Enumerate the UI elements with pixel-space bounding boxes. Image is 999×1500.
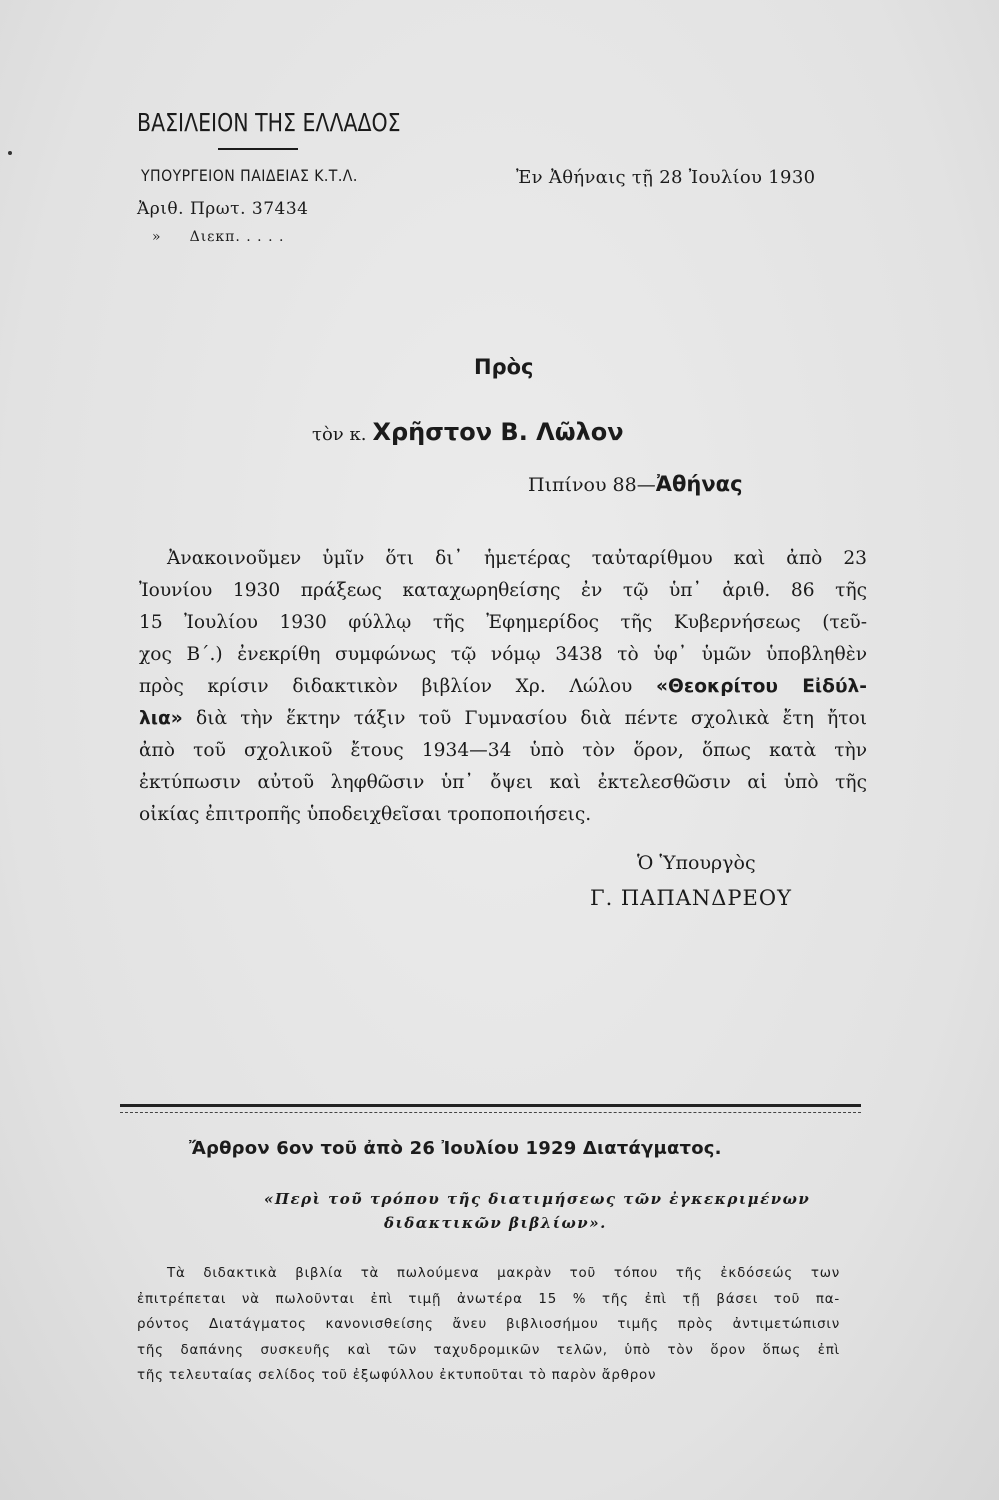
recipient-line <box>312 418 624 446</box>
recipient-name: Χρῆστον Β. Λῶλον <box>372 418 624 446</box>
article-line: ἐπιτρέπεται νὰ πωλοῦνται ἐπὶ τιμῇ ἀνωτέρα 15 % τῆς ἐπὶ τῇ βάσει τοῦ πα- <box>137 1291 840 1307</box>
body-line: Ἀνακοινοῦμεν ὑμῖν ὅτι δι᾽ ἡμετέρας ταὐταρίθμου καὶ ἀπὸ 23 <box>167 548 867 569</box>
body-text-segment: διὰ τὴν ἕκτην τάξιν τοῦ Γυμνασίου διὰ πέντε σχολικὰ ἔτη ἤτοι <box>196 708 867 729</box>
address-city: Ἀθήνας <box>655 472 743 496</box>
article-subtitle: «Περὶ τοῦ τρόπου τῆς διατιμήσεως τῶν ἐγκεκριμένων <box>264 1190 811 1208</box>
article-line: τῆς τελευταίας σελίδος τοῦ ἐξωφύλλου ἐκτυποῦται τὸ παρὸν ἄρθρον <box>137 1368 657 1383</box>
article-line: Τὰ διδακτικὰ βιβλία τὰ πωλούμενα μακρὰν τοῦ τόπου τῆς ἐκδόσεώς των <box>167 1266 840 1281</box>
kingdom-heading: ΒΑΣΙΛΕΙΟΝ ΤΗΣ ΕΛΛΑΔΟΣ <box>137 108 401 137</box>
body-line: οἰκίας ἐπιτροπῆς ὑποδειχθεῖσαι τροποποιήσεις. <box>139 804 592 825</box>
body-line: ἀπὸ τοῦ σχολικοῦ ἔτους 1934—34 ὑπὸ τὸν ὅρον, ὅπως κατὰ τὴν <box>139 740 867 761</box>
body-line: ἐκτύπωσιν αὐτοῦ ληφθῶσιν ὑπ᾽ ὄψει καὶ ἐκτελεσθῶσιν αἱ ὑπὸ τῆς <box>139 772 867 793</box>
ministry-heading: ΥΠΟΥΡΓΕΙΟΝ ΠΑΙΔΕΙΑΣ Κ.Τ.Λ. <box>141 166 358 185</box>
heading-rule <box>218 148 298 150</box>
signature-title: Ὁ Ὑπουργὸς <box>637 852 756 874</box>
body-line <box>139 703 867 735</box>
section-divider <box>120 1104 861 1107</box>
letter-date: Ἐν Ἀθήναις τῇ 28 Ἰουλίου 1930 <box>516 167 816 188</box>
letter-body <box>139 543 867 831</box>
dispatch-line <box>152 229 284 245</box>
article-subtitle: διδακτικῶν βιβλίων». <box>384 1214 607 1232</box>
to-label: Πρὸς <box>474 355 534 379</box>
body-line: 15 Ἰουλίου 1930 φύλλῳ τῆς Ἐφημερίδος τῆς Κυβερνήσεως (τεῦ- <box>139 612 867 633</box>
book-title-part1: «Θεοκρίτου Εἰδύλ- <box>656 676 867 697</box>
recipient-prefix: τὸν κ. <box>312 424 367 445</box>
dispatch-mark: » <box>152 229 162 245</box>
article-body <box>137 1261 840 1389</box>
article-title: Ἄρθρον 6ον τοῦ ἀπὸ 26 Ἰουλίου 1929 Διατάγματος. <box>189 1138 722 1159</box>
protocol-number: Ἀριθ. Πρωτ. 37434 <box>137 199 309 219</box>
ink-speck <box>8 151 12 155</box>
article-line: ρόντος Διατάγματος κανονισθείσης ἄνευ βιβλιοσήμου τιμῆς πρὸς ἀντιμετώπισιν <box>137 1317 840 1332</box>
section-divider-thin <box>120 1112 861 1113</box>
body-line <box>139 671 867 703</box>
body-line: Ἰουνίου 1930 πράξεως καταχωρηθείσης ἐν τῷ ὑπ᾽ ἀριθ. 86 τῆς <box>139 580 867 601</box>
dispatch-label: Διεκπ. . . . . <box>189 229 285 245</box>
book-title-part2: λια» <box>139 708 183 729</box>
signature-name: Γ. ΠΑΠΑΝΔΡΕΟΥ <box>590 886 792 910</box>
article-line: τῆς δαπάνης συσκευῆς καὶ τῶν ταχυδρομικῶν τελῶν, ὑπὸ τὸν ὅρον ὅπως ἐπὶ <box>137 1342 840 1358</box>
address-street: Πιπίνου 88— <box>528 474 656 496</box>
body-line: χος Β΄.) ἐνεκρίθη συμφώνως τῷ νόμῳ 3438 τὸ ὑφ᾽ ὑμῶν ὑποβληθὲν <box>139 644 867 665</box>
recipient-address <box>528 472 743 496</box>
body-text-segment: πρὸς κρίσιν διδακτικὸν βιβλίον Χρ. Λώλου <box>139 676 633 697</box>
